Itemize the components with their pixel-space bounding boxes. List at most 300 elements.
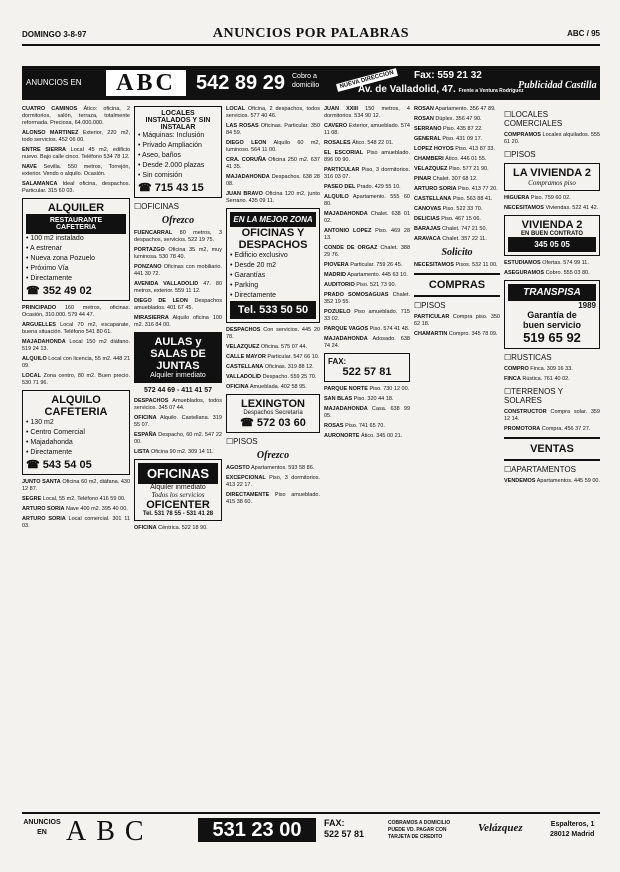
ad-heading: JUAN BRAVO <box>226 191 263 197</box>
classified-ad <box>226 123 320 137</box>
divider <box>504 437 600 439</box>
ad-heading: SALAMANCA <box>22 181 58 187</box>
ad-heading: CHAMARTIN <box>414 331 448 337</box>
footer-abc-logo: ABC <box>66 816 154 847</box>
classified-ad <box>226 157 320 171</box>
col6-ads5 <box>504 409 600 433</box>
classified-ad <box>22 106 130 127</box>
ad-body: Alquilo. Castellana. 319 55 07. <box>134 415 222 428</box>
col6-ads6 <box>504 478 600 485</box>
classified-ad <box>324 184 410 191</box>
classified-ad <box>134 264 222 278</box>
ad-heading: COMPRAMOS <box>504 132 541 138</box>
ad-heading: VENDEMOS <box>504 478 536 484</box>
vivienda-sub: Compramos piso <box>528 179 576 187</box>
locales-items <box>138 131 218 181</box>
classified-ad <box>134 415 222 429</box>
col1-ads2 <box>22 305 130 387</box>
classified-ad <box>414 176 500 183</box>
fax-box <box>324 353 410 382</box>
ad-body: Particular. 547 66 10. <box>267 354 320 360</box>
ad-body: Piso, 3 dormitorios. 316 03 07. <box>324 167 410 180</box>
ad-body: Particular. 759 26 45. <box>350 262 403 268</box>
classified-ad <box>22 506 130 513</box>
ad-heading: PARTICULAR <box>324 167 360 173</box>
ad-heading: LOPEZ HOYOS <box>414 146 454 152</box>
vivienda-box <box>504 163 600 191</box>
ad-heading: MIRASIERRA <box>134 315 169 321</box>
ad-heading: FUENCARRAL <box>134 230 173 236</box>
ad-body: Ideal oficina, despachos. Particular. 315 60 03. <box>22 181 131 194</box>
ad-heading: MAJADAHONDA <box>324 211 368 217</box>
ad-heading: LAS ROSAS <box>226 123 259 129</box>
ad-heading: ARTURO SORIA <box>22 516 66 522</box>
classified-ad <box>22 496 130 503</box>
column-6 <box>504 106 600 488</box>
bullet-icon: • <box>26 235 31 242</box>
ad-heading: DESPACHOS <box>226 327 261 333</box>
classified-ad <box>414 186 500 193</box>
classified-ad <box>414 116 500 123</box>
aulas-box <box>134 332 222 383</box>
classified-ad <box>414 226 500 233</box>
ad-body: Viviendas. 522 41 42. <box>545 205 599 211</box>
ad-body: Piso, 3 dormitorios. 413 22 17. <box>226 475 320 488</box>
ad-body: Local comercial. 301 11 03. <box>22 516 130 529</box>
classified-ad <box>324 423 410 430</box>
classified-ad <box>22 322 130 336</box>
ad-body: Piso. 759 60 02. <box>530 195 571 201</box>
classified-ad <box>324 245 410 259</box>
footer-brand: Velázquez <box>478 822 523 834</box>
ad-heading: ALQUILO <box>22 356 47 362</box>
classified-ad <box>414 136 500 143</box>
zona-box <box>226 208 320 323</box>
header-page: ABC / 95 <box>567 29 600 38</box>
ad-body: Ático. 345 00 21. <box>360 433 403 439</box>
classified-ad <box>22 164 130 178</box>
ad-heading: ALONSO MARTINEZ <box>22 130 79 136</box>
lexington-box <box>226 394 320 433</box>
ad-body: Oficinas. 319 88 12. <box>264 364 314 370</box>
col6-ads2 <box>504 195 600 212</box>
ad-body: 47. 80 metros, exterior. 559 11 12. <box>134 281 223 294</box>
ad-body: Piso amueblado. 415 38 60. <box>226 492 320 505</box>
ad-heading: ASEGURAMOS <box>504 270 545 276</box>
banner-cobro: Cobro a domicilio <box>292 73 320 89</box>
ad-body: Despachos. 638 28 08. <box>226 174 320 187</box>
bullet-icon: • <box>26 245 31 252</box>
ad-heading: CRA. CORUÑA <box>226 157 266 163</box>
ad-body: Oficina 90 m2. 309 14 11. <box>151 449 214 455</box>
ad-body: Despacho. 559 25 70. <box>262 374 317 380</box>
ad-body: Oficina. 575 07 44. <box>260 344 308 350</box>
transpisa-tel: 519 65 92 <box>523 330 581 345</box>
classified-ad <box>414 331 500 338</box>
ad-body: Compro. 345 78 09. <box>448 331 498 337</box>
ad-body: Oficinas. Particular. 350 84 59. <box>226 123 321 136</box>
ad-body: Piso. 577 21 90. <box>448 166 489 172</box>
ad-heading: ESTUDIAMOS <box>504 260 541 266</box>
ad-body: Piso. 574 41 48. <box>369 326 410 332</box>
ad-body: 80 metros, 3 despachos, servicios. 522 19 75. <box>134 230 223 243</box>
ad-heading: ROSAN <box>414 106 434 112</box>
ad-heading: MAJADAHONDA <box>226 174 270 180</box>
ad-body: Despachos amueblados. 401 67 45. <box>134 298 222 311</box>
ad-heading: LISTA <box>134 449 150 455</box>
ad-heading: DELICIAS <box>414 216 440 222</box>
ad-heading: CASTELLANA <box>414 196 452 202</box>
column-3 <box>226 106 320 509</box>
ad-body: Apartamentos. 445 59 00. <box>536 478 601 484</box>
classified-ad <box>324 309 410 323</box>
bullet-item: • Desde 20 m2 <box>230 262 277 269</box>
vivienda2-tel: 345 05 05 <box>508 237 596 252</box>
section-ventas: VENTAS <box>530 443 574 455</box>
col5-ads3 <box>414 314 500 338</box>
bullet-item: • Edificio exclusivo <box>230 252 288 259</box>
ad-body: Chalet. 638 01 02. <box>324 211 411 224</box>
classified-ad <box>414 314 500 328</box>
ad-body: Pisos. 532 11 00. <box>455 262 498 268</box>
ad-heading: ARAVACA <box>414 236 441 242</box>
col5-ads <box>414 106 500 243</box>
ad-heading: PASEO DEL <box>324 184 356 190</box>
ad-body: Ático. 446 01 55. <box>445 156 487 162</box>
ad-body: Piso. 413 87 33. <box>455 146 496 152</box>
ad-heading: AUDITORIO <box>324 282 355 288</box>
ad-heading: PRADO SOMOSAGUAS <box>324 292 389 298</box>
banner-publicidad: Publicidad Castilla <box>518 80 597 91</box>
ad-heading: EL ESCORIAL <box>324 150 364 156</box>
classified-ad <box>226 106 320 120</box>
transpisa-line1: Garantía de <box>527 310 577 320</box>
footer-label: ANUNCIOS EN <box>23 819 61 836</box>
ad-body: Chalet. 352 19 55. <box>324 292 411 305</box>
ad-heading: AURONORTE <box>324 433 360 439</box>
classified-ad <box>504 409 600 423</box>
ad-heading: SERRANO <box>414 126 442 132</box>
ad-heading: MAJADAHONDA <box>324 336 368 342</box>
ad-heading: PIOVERA <box>324 262 349 268</box>
bullet-icon: • <box>138 172 143 179</box>
ad-body: Alquilo 60 m2, luminoso. 564 11 00. <box>226 140 320 153</box>
ad-body: Local 70 m2, escaparate, buena situación. Teléfono 541 80 61. <box>22 322 131 335</box>
classified-ad <box>504 270 600 277</box>
ad-heading: ESPAÑA <box>134 432 157 438</box>
bullet-item: • Centro Comercial <box>26 429 85 436</box>
ad-heading: ENTRE SIERRA <box>22 147 67 153</box>
ad-heading: ALQUILO <box>324 194 349 200</box>
col3-ads2 <box>226 327 320 391</box>
ad-body: 150 metros, 4 dormitorios. 534 90 12. <box>324 106 410 119</box>
bullet-icon: • <box>138 132 143 139</box>
classified-ad <box>226 191 320 205</box>
classified-ad <box>226 344 320 351</box>
ad-body: Compra. 456 37 27. <box>541 426 591 432</box>
oficinas-tel: Tel. 531 78 55 - 531 41 28 <box>142 511 214 517</box>
ad-body: Oficinas con mobiliario. 441 30 72. <box>134 264 222 277</box>
ad-body: Sevilla. 550 metros, Torrejón, exterior. Vendo o alquilo. Ocasión. <box>22 164 130 177</box>
ad-heading: ROSALES <box>324 140 351 146</box>
classified-ad <box>226 327 320 341</box>
ad-body: Local 45 m2, edificio nuevo. Bajo calle cinco. Teléfono 534 78 12. <box>22 147 131 160</box>
ad-heading: VELAZQUEZ <box>414 166 448 172</box>
header-title: ANUNCIOS POR PALABRAS <box>212 26 410 41</box>
ad-body: Exterior, 220 m2, todo servicios. 452 06 00. <box>22 130 130 143</box>
classified-ad <box>134 525 222 532</box>
ad-heading: PONZANO <box>134 264 162 270</box>
classified-ad <box>22 147 130 161</box>
classified-ad <box>324 282 410 289</box>
classified-ad <box>504 205 600 212</box>
ad-heading: LOCAL <box>226 106 245 112</box>
section-apartamentos: ☐ APARTAMENTOS <box>504 465 600 474</box>
ad-heading: CAVERO <box>324 123 348 129</box>
classified-ad <box>324 292 410 306</box>
classified-ad <box>22 181 130 195</box>
locales-title: LOCALES INSTALADOS Y SIN INSTALAR <box>145 110 211 131</box>
ad-heading: COMPRO <box>504 366 529 372</box>
bullet-item: • Máquinas: Inclusión <box>138 132 205 139</box>
footer-small: COBRAMOS A DOMICILIO PUEDE VD. PAGAR CON TARJETA DE CREDITO <box>388 820 451 840</box>
alquiler2-box <box>22 390 130 475</box>
header-date: DOMINGO 3-8-97 <box>22 30 87 39</box>
classified-ad <box>226 140 320 154</box>
classified-ad <box>134 315 222 329</box>
ad-body: Piso amueblado. 715 33 02. <box>324 309 410 322</box>
transpisa-box <box>504 280 600 349</box>
ad-body: Compra solar. 359 12 14. <box>504 409 600 422</box>
bullet-icon: • <box>230 282 235 289</box>
classified-ad <box>324 167 410 181</box>
ad-heading: VALLADOLID <box>226 374 262 380</box>
ad-body: Piso. 431 09 17. <box>442 136 483 142</box>
ad-body: Piso. 522 33 70. <box>442 206 483 212</box>
lexington-sub: Despachos Secretaría <box>243 410 303 416</box>
ad-body: 160 metros, oficinas. Ocasión, 310.000. 579 44 47. <box>22 305 131 318</box>
section-pisos-compras: ☐ PISOS <box>414 301 500 310</box>
alquiler-box <box>22 198 130 301</box>
ad-heading: MAJADAHONDA <box>22 339 66 345</box>
ad-body: Alquilo oficina 100 m2. 316 84 00. <box>134 315 222 328</box>
section-oficinas: ☐ OFICINAS <box>134 202 222 211</box>
bullet-item: • Directamente <box>230 292 277 299</box>
vivienda2-box <box>504 215 600 256</box>
ad-body: Céntrica. 522 18 90. <box>158 525 208 531</box>
bullet-icon: • <box>230 292 235 299</box>
alquiler2-sub: CAFETERIA <box>44 406 108 418</box>
transpisa-logo: TRANSPISA <box>508 284 596 301</box>
ad-body: Piso. 563 88 41. <box>452 196 493 202</box>
ad-body: Ático: oficina, 2 dormitorios, salón, terraza, totalmente reformada. Preciosa, 64.000.000. <box>22 106 131 126</box>
banner-abc-logo: ABC <box>106 70 186 96</box>
ad-body: Local con licencia, 55 m2. 448 21 09. <box>22 356 130 369</box>
ad-heading: FINCA <box>504 376 521 382</box>
col6-ads <box>504 132 600 146</box>
classified-ad <box>324 406 410 420</box>
bullet-item: • Aseo, baños <box>138 152 181 159</box>
ad-body: Finca. 309 16 33. <box>530 366 573 372</box>
classified-ad <box>504 195 600 202</box>
bullet-icon: • <box>26 439 31 446</box>
solicito-logo: Solicito <box>441 247 473 258</box>
classified-ad <box>134 398 222 412</box>
col3-ads <box>226 106 320 205</box>
lexington-logo: LEXINGTON <box>241 398 305 410</box>
bullet-item: • Privado Ampliación <box>138 142 202 149</box>
ad-body: Ofertas. 574 99 11. <box>542 260 589 266</box>
ofrezco-logo: Ofrezco <box>161 215 195 226</box>
oficinas-title: OFICINAS <box>138 463 218 484</box>
section-terrenos: ☐ TERRENOS Y SOLARES <box>504 387 600 405</box>
bullet-icon: • <box>26 429 31 436</box>
ad-heading: ROSAN <box>414 116 434 122</box>
ad-heading: EXCEPCIONAL <box>226 475 266 481</box>
bullet-icon: • <box>230 262 235 269</box>
classified-ad <box>22 339 130 353</box>
col1-ads <box>22 106 130 195</box>
classified-ad <box>324 194 410 208</box>
ad-body: Chalet. 388 29 76. <box>324 245 410 258</box>
ad-heading: ANTONIO LOPEZ <box>324 228 372 234</box>
locales-box <box>134 106 222 198</box>
divider <box>504 459 600 461</box>
section-pisos-6: ☐ PISOS <box>504 150 600 159</box>
fax-label: FAX: <box>328 357 347 366</box>
column-4 <box>324 106 410 443</box>
ad-heading: JUNTO SANTA <box>22 479 61 485</box>
ad-heading: SAN BLAS <box>324 396 353 402</box>
classified-ad <box>134 281 222 295</box>
ad-heading: GENERAL <box>414 136 441 142</box>
ad-body: Casa. 638 99 05. <box>324 406 411 419</box>
ad-heading: DIRECTAMENTE <box>226 492 270 498</box>
top-banner <box>22 66 600 100</box>
col6-ads3 <box>504 260 600 277</box>
zona-items <box>230 251 316 301</box>
col2-ads3 <box>134 525 222 532</box>
col2-ads2 <box>134 398 222 456</box>
ad-heading: PORTAZGO <box>134 247 165 253</box>
ad-body: Apartamentos. 593 58 86. <box>250 465 315 471</box>
ad-body: Piso. 467 15 06. <box>441 216 481 222</box>
classified-ad <box>414 146 500 153</box>
classified-ad <box>134 298 222 312</box>
ad-body: Compra piso. 350 62 18. <box>414 314 500 327</box>
ad-body: Cobro. 555 03 80. <box>545 270 590 276</box>
ad-heading: PRINCIPADO <box>22 305 57 311</box>
bullet-icon: • <box>26 419 31 426</box>
classified-ad <box>414 206 500 213</box>
ad-body: Oficina 60 m2, diáfana. 430 12 87. <box>22 479 131 492</box>
classified-ad <box>414 262 500 269</box>
bullet-item: • Directamente <box>26 275 73 282</box>
bullet-icon: • <box>26 265 31 272</box>
classified-ad <box>504 376 600 383</box>
ad-body: Piso. 320 44 18. <box>353 396 394 402</box>
bullet-icon: • <box>138 142 143 149</box>
aulas-tel: 572 44 69 - 411 41 57 <box>143 387 213 394</box>
alquiler2-title: ALQUILO <box>51 394 101 406</box>
bullet-icon: • <box>26 275 31 282</box>
ad-heading: DESPACHOS <box>134 398 169 404</box>
classified-ad <box>324 386 410 393</box>
classified-ad <box>414 156 500 163</box>
vivienda-title: LA VIVIENDA 2 <box>512 167 592 179</box>
fax-number: 522 57 81 <box>342 366 392 378</box>
oficinas-line: Todos los servicios <box>151 491 205 499</box>
bullet-item: • Garantías <box>230 272 266 279</box>
banner-phone: 542 89 29 <box>196 72 285 94</box>
alquiler2-tel: ☎ 543 54 05 <box>26 459 92 471</box>
bullet-icon: • <box>230 272 235 279</box>
ad-heading: PROMOTORA <box>504 426 541 432</box>
classified-ad <box>324 396 410 403</box>
col4-ads <box>324 106 410 350</box>
classified-ad <box>324 211 410 225</box>
ad-heading: LOCAL <box>22 373 41 379</box>
ad-body: Zona centro, 80 m2. Buen precio. 530 71 96. <box>22 373 130 386</box>
ad-body: Exterior, amueblado. 574 11 08. <box>324 123 410 136</box>
col6-ads4 <box>504 366 600 383</box>
alquiler-title: ALQUILER <box>47 202 105 214</box>
ad-body: Piso. 741 65 70. <box>345 423 385 429</box>
ad-body: Oficina 120 m2, junto Serrano. 435 09 11. <box>226 191 320 204</box>
bullet-icon: • <box>26 255 31 262</box>
ad-body: Apartamento. 445 63 10. <box>347 272 408 278</box>
ad-body: Chalet. 747 21 50. <box>442 226 488 232</box>
ad-body: Chalet. 307 68 12. <box>432 176 478 182</box>
classified-ad <box>324 272 410 279</box>
section-compras: COMPRAS <box>428 279 486 291</box>
col1-ads3 <box>22 479 130 530</box>
ad-heading: SEGRE <box>22 496 42 502</box>
classified-ad <box>226 174 320 188</box>
classified-ad <box>22 305 130 319</box>
bullet-item: • 130 m2 <box>26 419 54 426</box>
lexington-tel: ☎ 572 03 60 <box>240 417 306 429</box>
ad-body: Despacho, 60 m2. 547 22 00. <box>134 432 222 445</box>
ad-heading: OFICINA <box>226 384 249 390</box>
ad-heading: DIEGO LEON <box>226 140 267 146</box>
column-5 <box>414 106 500 341</box>
classified-ad <box>226 475 320 489</box>
oficenter-logo: OFICENTER <box>146 499 210 511</box>
ad-body: Ático. 548 22 01. <box>352 140 394 146</box>
bullet-item: • Majadahonda <box>26 439 73 446</box>
bullet-item: • Parking <box>230 282 259 289</box>
classified-ad <box>134 449 222 456</box>
classified-ad <box>226 374 320 381</box>
page-header <box>22 26 600 46</box>
ad-heading: ARTURO SORIA <box>22 506 65 512</box>
transpisa-year: 1989 <box>578 301 596 310</box>
aulas-sub: Alquiler inmediato <box>150 372 206 379</box>
ad-body: Piso. 521 73 90. <box>356 282 397 288</box>
ad-heading: CONDE DE ORGAZ <box>324 245 378 251</box>
classified-ad <box>22 373 130 387</box>
classified-ad <box>22 479 130 493</box>
footer-address: Espalteros, 1 28012 Madrid <box>550 821 595 838</box>
classified-ad <box>226 384 320 391</box>
ad-heading: AGOSTO <box>226 465 250 471</box>
ad-heading: ROSAS <box>324 423 344 429</box>
ad-body: Oficina 250 m2. 637 41 35. <box>226 157 320 170</box>
divider <box>414 273 500 275</box>
classified-ad <box>324 228 410 242</box>
bullet-item: • Próximo Vía <box>26 265 69 272</box>
